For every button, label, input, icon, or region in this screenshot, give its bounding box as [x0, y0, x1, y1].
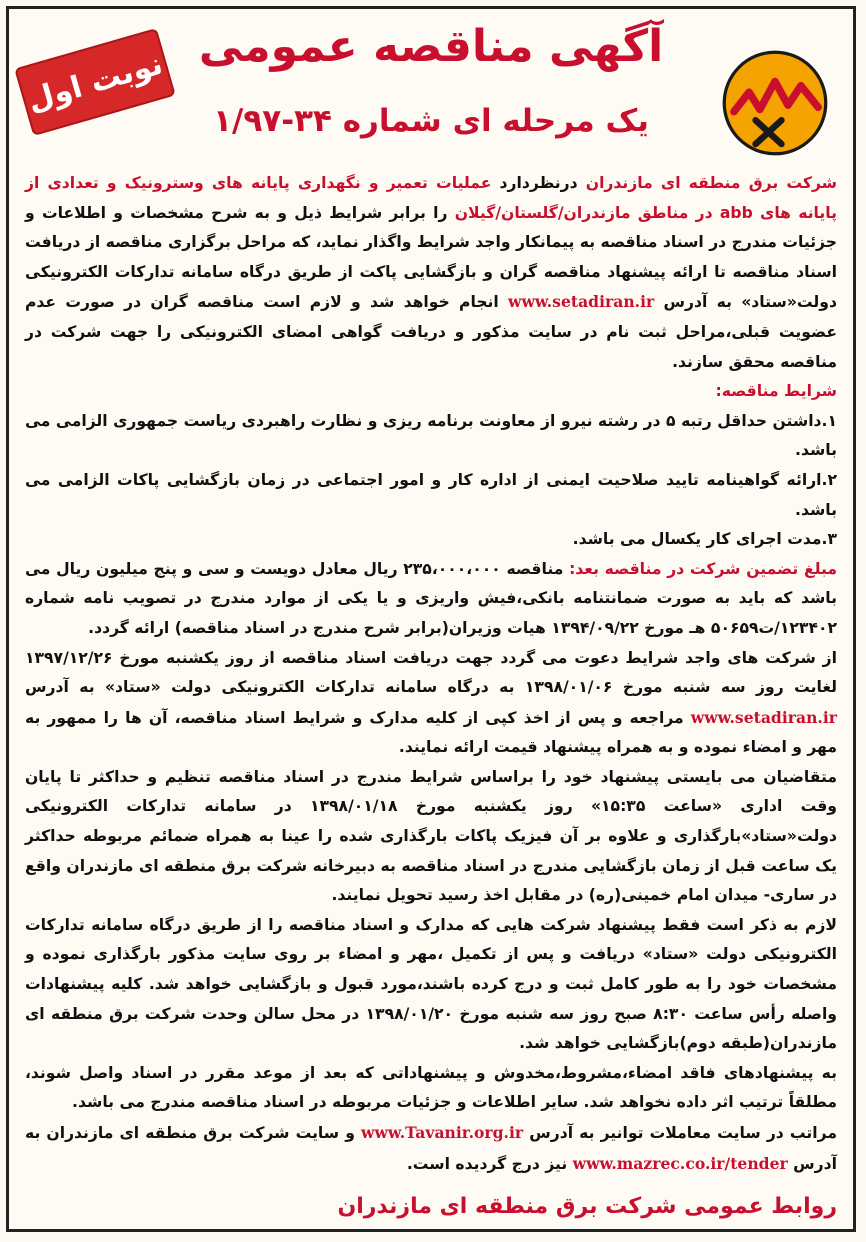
badge-label: نوبت اول: [23, 46, 167, 118]
mazrec-link[interactable]: www.mazrec.co.ir/tender: [572, 1153, 788, 1173]
invite-paragraph: [25, 644, 837, 763]
notice-body: [25, 169, 837, 1179]
condition-item: ۱.داشتن حداقل رتبه ۵ در رشته نیرو از معاونت برنامه ریزی و نظارت راهبردی ریاست جمهوری الزامی می باشد.: [25, 411, 837, 460]
setadiran-link[interactable]: www.setadiran.ir: [508, 292, 655, 312]
publish-text-3: نیز درج گردیده است.: [406, 1154, 573, 1173]
first-round-badge: [14, 28, 176, 136]
tender-notice: [6, 6, 856, 1232]
rejection-paragraph: به پیشنهادهای فاقد امضاء،مشروط،مخدوش و پیشنهاداتی که بعد از موعد مقرر در اسناد واصل شوند، مطلقاً ترتیب اثر داده نخواهد شد. سایر اطلاعات و جزئیات مربوطه در اسناد مناقصه مندرج می باشد.: [25, 1063, 837, 1112]
invite-text-1: از شرکت های واجد شرایط دعوت می گردد جهت دریافت اسناد مناقصه از روز یکشنبه مورخ ۱۳۹۷/۱۲/۲۶ لغایت روز سه شنبه مورخ ۱۳۹۸/۰۱/۰۶ به درگاه سامانه تدارکات الکترونیکی دولت «ستاد» به آدرس: [25, 648, 837, 697]
public-relations-signature: روابط عمومی شرکت برق منطقه ای مازندران: [337, 1194, 837, 1219]
company-name: شرکت برق منطقه ای مازندران: [585, 174, 837, 192]
condition-item: ۳.مدت اجرای کار یکسال می باشد.: [572, 530, 837, 549]
tender-subject: عملیات تعمیر و نگهداری پایانه های وسترونیک و تعدادی از پایانه های abb در مناطق مازندران/گلستان/گیلان: [25, 174, 837, 222]
page-title: آگهی مناقصه عمومی: [198, 21, 664, 72]
tavanir-link[interactable]: www.Tavanir.org.ir: [361, 1123, 524, 1142]
guarantee-paragraph: [25, 555, 837, 644]
conditions-heading: شرایط مناقصه:: [715, 382, 837, 401]
tender-number: یک مرحله ای شماره ۳۴-۱/۹۷: [213, 103, 649, 139]
publish-paragraph: [25, 1118, 837, 1179]
guarantee-text: مناقصه ۲۳۵،۰۰۰،۰۰۰ ریال معادل دویست و سی و پنج میلیون ریال می باشد که باید به صورت ضمانتنامه بانکی،فیش واریزی و یا یکی از موارد مندرج در تصویب نامه شماره ۱۲۳۴۰۲/ت۵۰۶۵۹ هـ مورخ ۱۳۹۴/۰۹/۲۲ هیات وزیران(برابر شرح مندرج در اسناد مناقصه) ارائه گردد.: [25, 559, 837, 637]
tavanir-logo-icon: [721, 49, 829, 157]
intro-text-1: درنظردارد: [491, 174, 586, 192]
condition-item: ۲.ارائه گواهینامه تایید صلاحیت ایمنی از اداره کار و امور اجتماعی در زمان بازگشایی پاکات الزامی می باشد.: [25, 470, 837, 519]
intro-paragraph: [25, 169, 837, 377]
guarantee-label: مبلغ تضمین شرکت در مناقصه بعد:: [569, 559, 837, 578]
invite-text-2: مراجعه و پس از اخذ کپی از کلیه مدارک و شرایط اسناد مناقصه، آن ها را ممهور به مهر و امضاء نموده و به همراه پیشنهاد قیمت ارائه نمایند.: [25, 708, 837, 757]
submission-paragraph: متقاضیان می بایستی پیشنهاد خود را براساس شرایط مندرج در اسناد مناقصه تنظیم و حداکثر تا پایان وقت اداری «ساعت ۱۵:۳۵» روز یکشنبه مورخ ۱۳۹۸/۰۱/۱۸ در سامانه تدارکات الکترونیکی دولت«ستاد»بارگذاری و علاوه بر آن فیزیک پاکات بارگذاری شده را عینا به همراه ضمائم مربوطه حداکثر یک ساعت قبل از زمان بازگشایی مندرج در اسناد مناقصه به دبیرخانه شرکت برق منطقه ای مازندران واقع در ساری- میدان امام خمینی(ره) در مقابل اخذ رسید تحویل نمایند.: [25, 767, 837, 905]
opening-paragraph: لازم به ذکر است فقط پیشنهاد شرکت هایی که مدارک و اسناد مناقصه را از طریق درگاه سامانه تدارکات الکترونیکی دولت «ستاد» دریافت و پس از تکمیل ،مهر و امضاء بر روی سایت مذکور بارگذاری نموده و مشخصات خود را به طور کامل ثبت و درج کرده باشند،مورد قبول و بازگشایی خواهد شد. کلیه پیشنهادات واصله رأس ساعت ۸:۳۰ صبح روز سه شنبه مورخ ۱۳۹۸/۰۱/۲۰ در محل سالن وحدت شرکت برق منطقه ای مازندران(طبقه دوم)بازگشایی خواهد شد.: [25, 915, 837, 1053]
notice-header: [9, 9, 853, 169]
setadiran-link[interactable]: www.setadiran.ir: [690, 707, 837, 727]
publish-text-2: و سایت شرکت برق منطقه ای مازندران به آدرس: [25, 1124, 837, 1173]
publish-text-1: مراتب در سایت معاملات توانیر به آدرس: [523, 1124, 837, 1142]
intro-text-2: را برابر شرایط ذیل و به شرح مشخصات و اطلاعات و جزئیات مندرج در اسناد مناقصه به پیمانکار واجد شرایط واگذار نماید، که مراحل برگزاری مناقصه از دریافت اسناد مناقصه تا ارائه پیشنهاد مناقصه گران و بازگشایی پاکت از طریق درگاه سامانه تدارکات الکترونیکی دولت«ستاد» به آدرس: [25, 203, 837, 312]
intro-text-3: انجام خواهد شد و لازم است مناقصه گران در صورت عدم عضویت قبلی،مراحل ثبت نام در سایت مذکور و دریافت گواهی امضای الکترونیکی را جهت شرکت در مناقصه محقق سازند.: [25, 293, 837, 371]
